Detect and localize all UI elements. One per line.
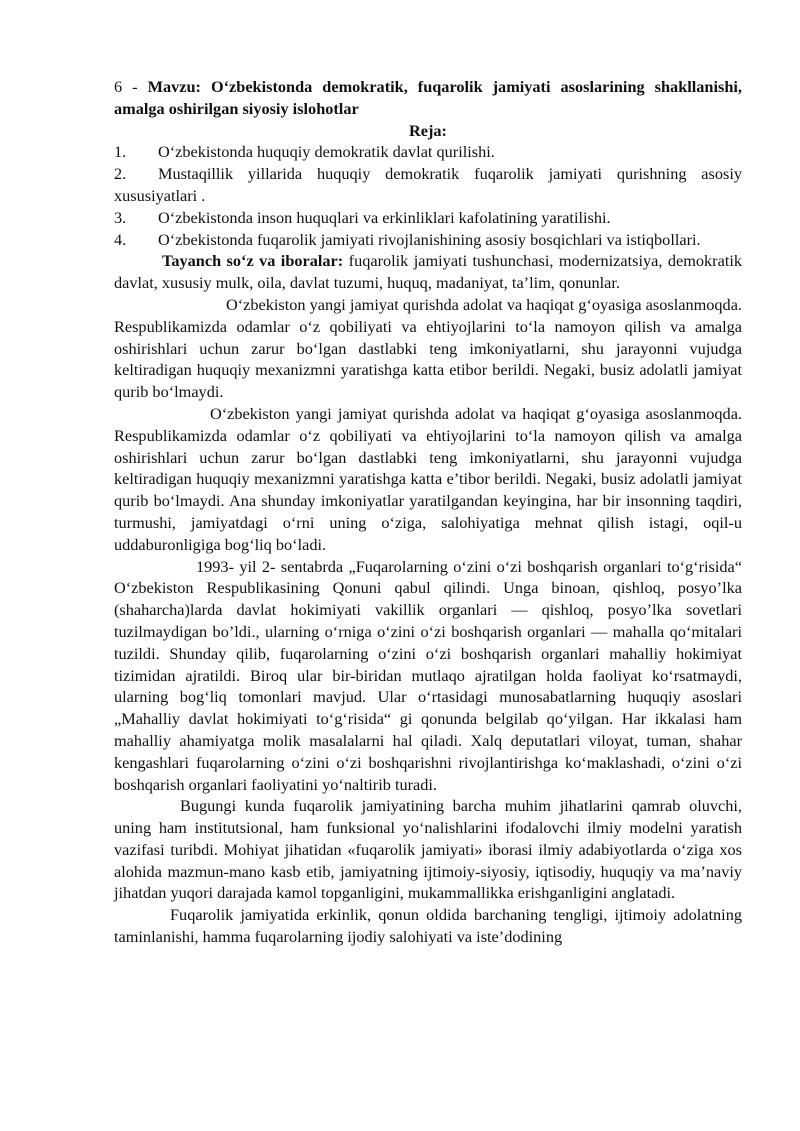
body-paragraph: Fuqarolik jamiyatida erkinlik, qonun oldida barchaning tengligi, ijtimoiy adolatning taminlanishi, hamma fuqarolarning ijodiy salohiyati va iste’dodining	[114, 905, 742, 947]
body-paragraph: 1993- yil 2- sentabrda „Fuqarolarning o‘zini o‘zi boshqarish organlari to‘g‘risida“ O‘zbekiston Respublikasining Qonuni qabul qilindi. Unga binoan, qishloq, posyo’lka (shaharcha)larda davlat hokimiyati vakillik organlari — qishloq, posyo’lka sovetlari tuzilmaydigan bo’ldi., ularning o‘rniga o‘zini o‘zi boshqarish organlari — mahalla qo‘mitalari tuzildi. Shunday qilib, fuqarolarning o‘zini o‘zi boshqarish organlari mahalliy hokimiyat tizimidan ajratildi. Biroq ular bir-biridan mutlaqo ajratilgan holda faoliyat ko‘rsatmaydi, ularning bog‘liq tomonlari mavjud. Ular o‘rtasidagi munosabatlarning huquqiy asoslari „Mahalliy davlat hokimiyati to‘g‘risida“ gi qonunda belgilab qo‘yilgan. Har ikkalasi ham mahalliy ahamiyatga molik masalalarni hal qiladi. Xalq deputatlari viloyat, tuman, shahar kengashlari fuqarolarning o‘zini o‘zi boshqarishni rivojlantirishga ko‘maklashadi, o‘zini o‘zi boshqarish organlari faoliyatini yo‘naltirib turadi.	[114, 556, 742, 794]
plan-item	[114, 163, 742, 207]
plan-item	[114, 229, 742, 251]
body-paragraph: O‘zbekiston yangi jamiyat qurishda adolat va haqiqat g‘oyasiga asoslanmoqda. Respublikamizda odamlar o‘z qobiliyati va ehtiyojlarini to‘la namoyon qilish va amalga oshirishlari uchun zarur bo‘lgan dastlabki teng imkoniyatlarni, shu jarayonni vujudga keltiradigan huquqiy mexanizmni yaratishga katta etibor berildi. Negaki, busiz adolatli jamiyat qurib bo‘lmaydi.	[114, 294, 742, 402]
body-paragraph: Bugungi kunda fuqarolik jamiyatining barcha muhim jihatlarini qamrab oluvchi, uning ham institutsional, ham funksional yo‘nalishlarini ifodalovchi ilmiy modelni yaratish vazifasi turibdi. Mohiyat jihatidan «fuqarolik jamiyati» iborasi ilmiy adabiyotlarda o‘ziga xos alohida mazmun-mano kasb etib, jamiyatning ijtimoiy-siyosiy, iqtisodiy, huquqiy va ma’naviy jihatdan yuqori darajada kamol topganligini, mukammallikka erishganligini anglatadi.	[114, 796, 742, 903]
plan-item	[114, 207, 742, 229]
keywords-label: Tayanch so‘z va iboralar:	[162, 251, 344, 271]
plan-item-number: 3.	[114, 207, 127, 227]
plan-item-text: O‘zbekistonda inson huquqlari va erkinliklari kafolatining yaratilishi.	[158, 207, 611, 227]
lesson-title-text: Mavzu: O‘zbekistonda demokratik, fuqarolik jamiyati asoslarining shakllanishi, amalga oshirilgan siyosiy islohotlar	[114, 77, 742, 118]
lesson-title	[114, 76, 742, 120]
keywords-text: fuqarolik jamiyati tushunchasi, modernizatsiya, demokratik davlat, xususiy mulk, oila, davlat tuzumi, huquq, madaniyat, ta’lim, qonunlar.	[114, 251, 743, 293]
plan-item-number: 1.	[114, 142, 127, 162]
plan-item-text: O‘zbekistonda fuqarolik jamiyati rivojlanishining asosiy bosqichlari va istiqbollari.	[158, 229, 701, 249]
plan-item-number: 2.	[114, 164, 127, 184]
plan-heading: Reja:	[409, 120, 447, 140]
keywords-paragraph	[114, 250, 742, 294]
plan-item-text: Mustaqillik yillarida huquqiy demokratik fuqarolik jamiyati qurishning asosiy xususiyatlari .	[114, 164, 742, 205]
body-paragraph: O‘zbekiston yangi jamiyat qurishda adolat va haqiqat g‘oyasiga asoslanmoqda. Respublikamizda odamlar o‘z qobiliyati va ehtiyojlarini to‘la namoyon qilish va amalga oshirishlari uchun zarur bo‘lgan dastlabki teng imkoniyatlarni, shu jarayonni vujudga keltiradigan huquqiy mexanizmni yaratishga katta e’tibor berildi. Negaki, busiz adolatli jamiyat qurib bo‘lmaydi. Ana shunday imkoniyatlar yaratilgandan keyingina, har bir insonning taqdiri, turmushi, jamiyatdagi o‘rni uning o‘ziga, salohiyatiga mehnat qilish istagi, oqil-u uddaburonligiga bog‘liq bo‘ladi.	[114, 403, 742, 554]
plan-item-text: O‘zbekistonda huquqiy demokratik davlat qurilishi.	[158, 142, 495, 162]
plan-item	[114, 141, 742, 163]
plan-item-number: 4.	[114, 229, 127, 249]
lesson-number: 6 -	[114, 77, 148, 96]
